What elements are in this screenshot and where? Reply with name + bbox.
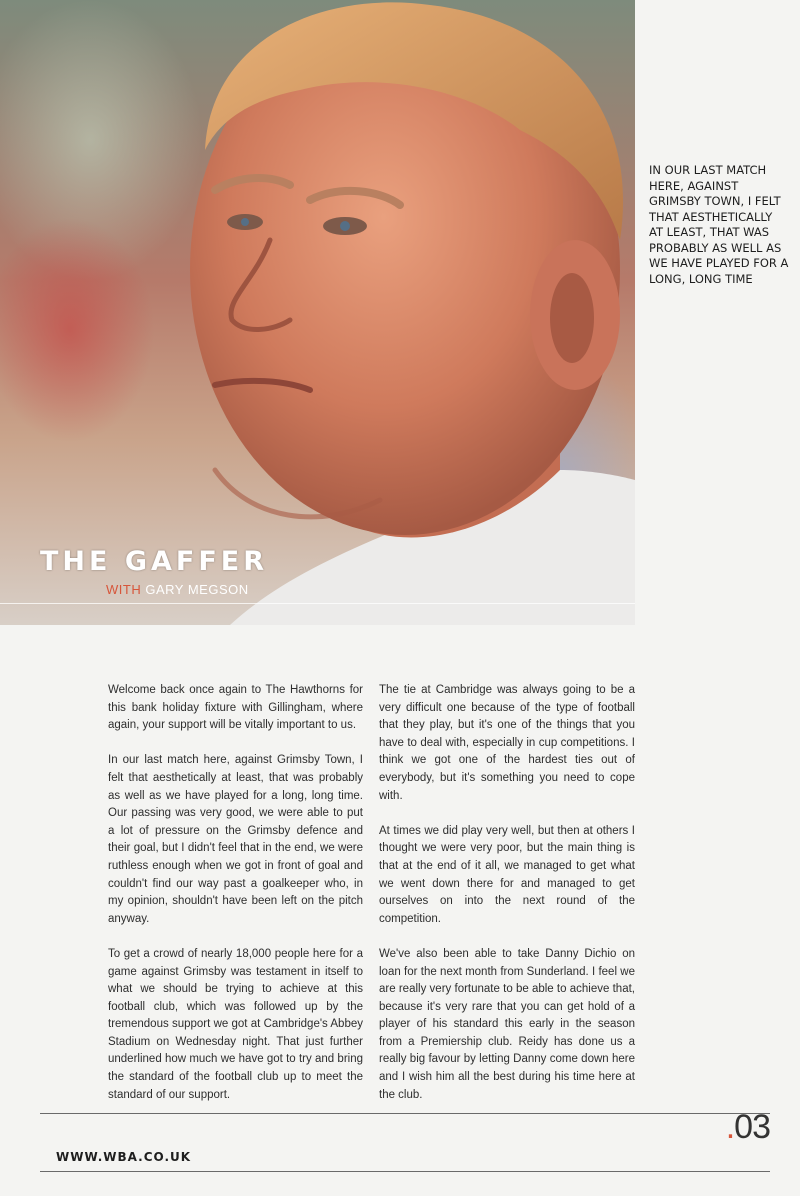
article-right-column [379,682,635,1122]
article-paragraph: The tie at Cambridge was always going to be a very difficult one because of the type of football that they play, but it's one of the things that you have to deal with, especially in cup competitions. I think we got one of the hardest ties out of everybody, but it's something you need to cope with. [379,684,635,802]
feature-byline [106,582,249,597]
article-paragraph: In our last match here, against Grimsby Town, I felt that aesthetically at least, that was probably as well as we have played for a long, long time. Our passing was very good, we were able to put a lot of pressure on the Grimsby defence and their goal, but I didn't feel that in the end, we were ruthless enough when we got in front of goal and couldn't find our way past a goalkeeper who, in my opinion, shouldn't have been left on the pitch anyway. [108,754,363,925]
photo-divider-line [0,603,635,604]
page-number-value: 03 [734,1108,770,1146]
footer-bottom-rule [40,1171,770,1172]
article-paragraph: At times we did play very well, but then at others I thought we were very poor, but the main thing is that at the end of it all, we managed to get what we went down there for and managed to get ourselves on into the next round of the competition. [379,824,635,925]
article-paragraph: Welcome back once again to The Hawthorns for this bank holiday fixture with Gillingham, where again, your support will be vitally important to us. [108,684,363,732]
feature-title: THE GAFFER [40,546,269,577]
byline-name: GARY MEGSON [145,582,249,597]
article-paragraph: To get a crowd of nearly 18,000 people here for a game against Grimsby was testament in itself to what we should be trying to achieve at this football club, which was followed up by the tremendous support we got at Cambridge's Abbey Stadium on Wednesday night. That just further underlined how much we have got to try and bring the standard of the football club up to meet the standard of our support. [108,947,363,1101]
portrait-illustration [0,0,635,625]
website-url: WWW.WBA.CO.UK [56,1150,192,1164]
pull-quote: IN OUR LAST MATCH HERE, AGAINST GRIMSBY TOWN, I FELT THAT AESTHETICALLY AT LEAST, THAT WAS PROBABLY AS WELL AS WE HAVE PLAYED FOR A LONG, LONG TIME [649,163,789,286]
article-paragraph: We've also been able to take Danny Dichio on loan for the next month from Sunderland. I feel we are really very fortunate to be able to achieve that, because it's very rare that you can get hold of a player of his standard this early in the season from a Premiership club. Reidy has done us a really big favour by letting Danny come down here and I wish him all the best during his time here at the club. [379,947,635,1101]
byline-prefix: WITH [106,582,142,597]
page-number-dot: . [725,1108,735,1146]
page-number [726,1108,770,1147]
footer-top-rule [40,1113,770,1114]
hero-photo [0,0,635,625]
article-left-column [108,682,363,1122]
